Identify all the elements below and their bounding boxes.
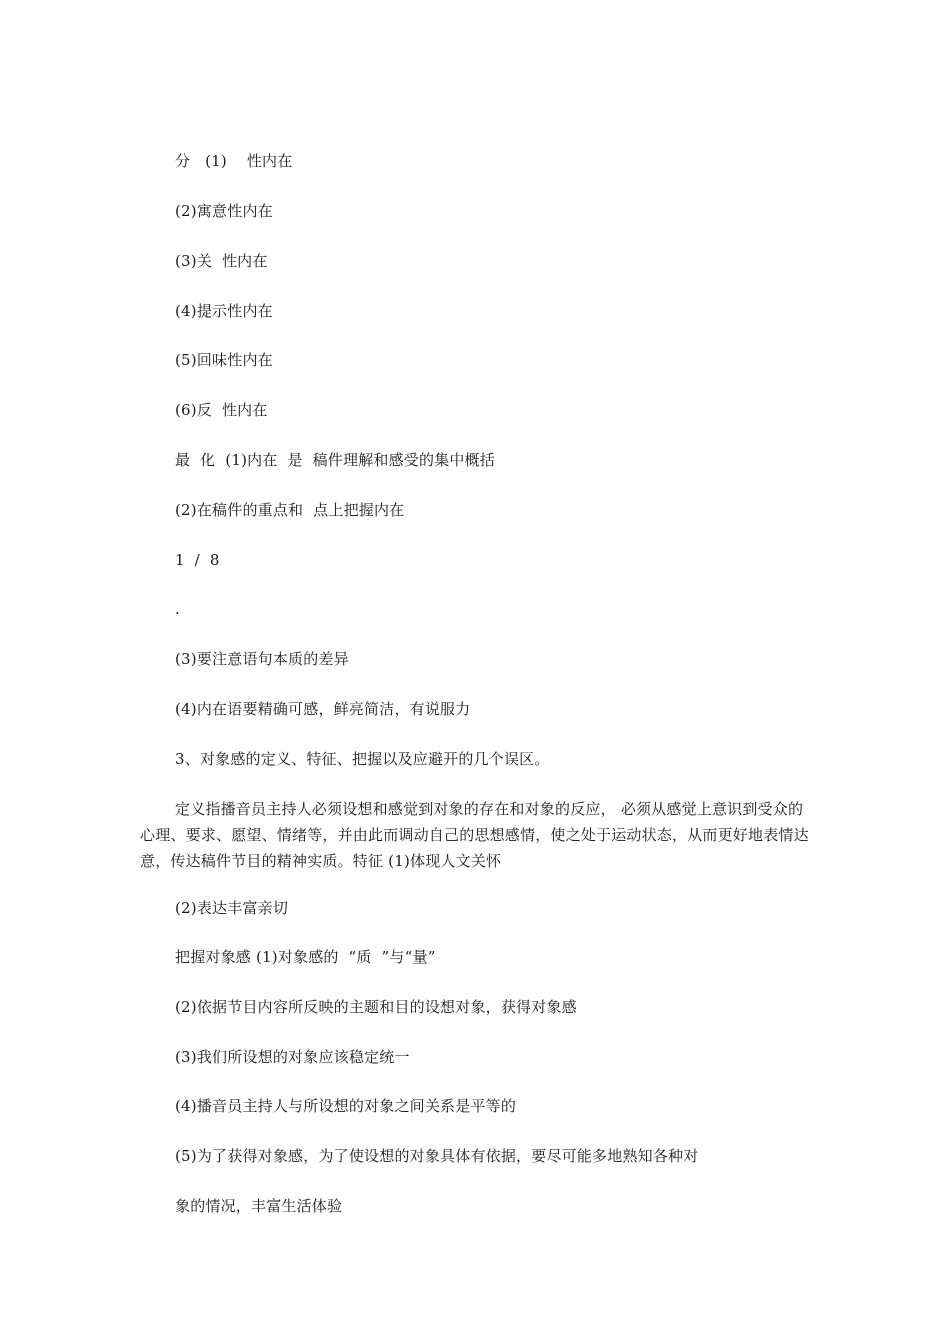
text-line: (5)为了获得对象感，为了使设想的对象具体有依据，要尽可能多地熟知各种对 (175, 1147, 699, 1165)
text-line: 象的情况，丰富生活体验 (175, 1197, 343, 1215)
text-line: (5)回味性内在 (175, 351, 273, 369)
text-line: (4)内在语要精确可感，鲜亮简洁，有说服力 (175, 700, 471, 718)
text-line: (2)寓意性内在 (175, 202, 273, 220)
text-line: (2)表达丰富亲切 (175, 899, 289, 917)
page-break-dot: . (175, 600, 180, 618)
text-line: 最 化 (1)内在 是 稿件理解和感受的集中概括 (175, 451, 495, 469)
section-heading: 3、对象感的定义、特征、把握以及应避开的几个误区。 (175, 750, 550, 768)
text-line: (4)播音员主持人与所设想的对象之间关系是平等的 (175, 1097, 517, 1115)
text-line: (6)反 性内在 (175, 401, 268, 419)
text-line: (4)提示性内在 (175, 302, 273, 320)
text-line: (3)我们所设想的对象应该稳定统一 (175, 1048, 410, 1066)
body-paragraph: 定义指播音员主持人必须设想和感觉到对象的存在和对象的反应， 必须从感觉上意识到受众的心理、要求、愿望、情绪等，并由此而调动自己的思想感情，使之处于运动状态，从而更好地表情达意，传达稿件节目的精神实质。特征 (1)体现人文关怀 (140, 800, 809, 870)
text-line: (3)关 性内在 (175, 252, 268, 270)
text-line: (2)在稿件的重点和 点上把握内在 (175, 501, 405, 519)
text-line: 把握对象感 (1)对象感的 “质 ”与“量” (175, 948, 436, 966)
text-line: (2)依据节目内容所反映的主题和目的设想对象，获得对象感 (175, 998, 577, 1016)
page-number: 1 / 8 (175, 551, 220, 569)
text-line: 分 (1) 性内在 (175, 152, 293, 170)
text-line: (3)要注意语句本质的差异 (175, 650, 349, 668)
